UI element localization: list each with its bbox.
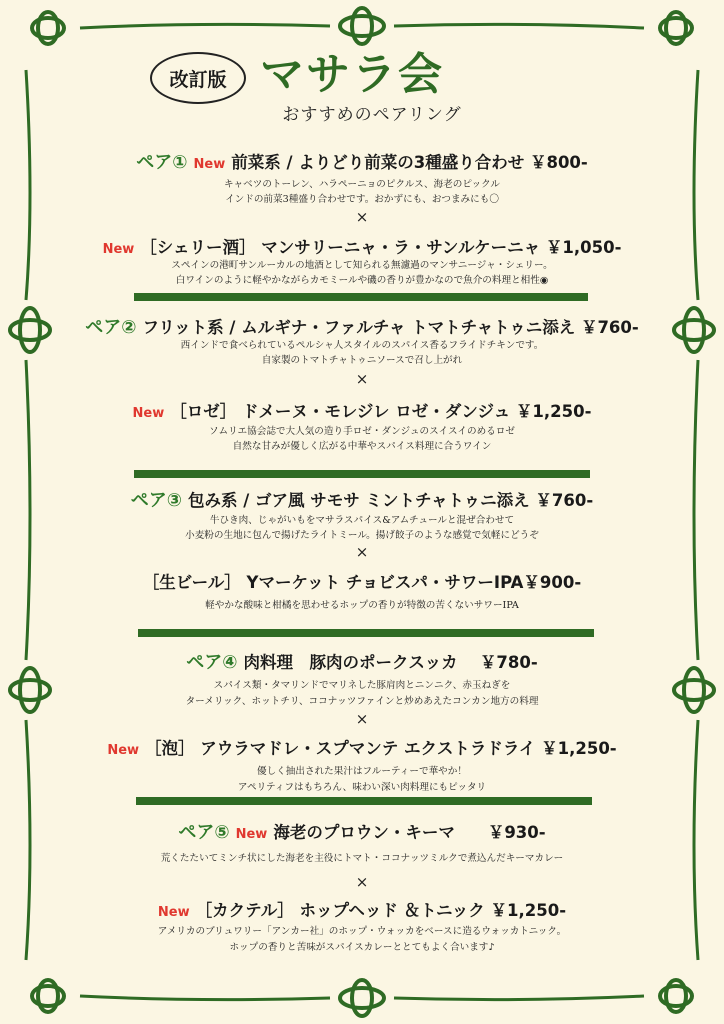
- pairing-times-symbol: ×: [355, 543, 369, 561]
- drink-desc: スペインの港町サンルーカルの地酒として知られる無濾過のマンサニージャ・シェリー。: [171, 260, 553, 271]
- dish-desc: 小麦粉の生地に包んで揚げたライトミール。揚げ餃子のような感覚で気軽にどうぞ: [185, 530, 539, 541]
- pair-3-dish: [0, 486, 724, 512]
- dish-title: 海老のプロウン・キーマ ￥930-: [273, 823, 546, 842]
- dish-title: 肉料理 豚肉のポークスッカ ￥780-: [243, 653, 538, 672]
- drink-desc: アメリカのブリュワリー「アンカー社」のホップ・ウォッカをベースに造るウォッカトニック。: [157, 926, 567, 937]
- pair-1-drink: [0, 234, 724, 258]
- dish-desc: ターメリック、ホットチリ、ココナッツファインと炒めあえたコンカン地方の料理: [185, 696, 539, 707]
- new-label: New: [193, 157, 226, 172]
- new-label: New: [132, 406, 165, 421]
- drink-title: ［ロゼ］ ドメーヌ・モレジレ ロゼ・ダンジュ ￥1,250-: [170, 402, 592, 421]
- pair-3-drink: [0, 569, 724, 593]
- dish-desc: キャベツのトーレン、ハラペーニョのピクルス、海老のピックル: [223, 179, 501, 190]
- drink-desc: ホップの香りと苦味がスパイスカレーととてもよく合います♪: [229, 942, 495, 953]
- dish-desc: 牛ひき肉、じゃがいもをマサラスパイス&アムチュールと混ぜ合わせて: [209, 515, 515, 526]
- pair-2-drink: [0, 398, 724, 422]
- drink-title: ［カクテル］ ホップヘッド ＆トニック ￥1,250-: [195, 901, 567, 920]
- section-divider: [138, 629, 594, 637]
- drink-title: ［シェリー酒］ マンサリーニャ・ラ・サンルケーニャ ￥1,050-: [140, 238, 622, 257]
- drink-desc: アペリティフはもちろん、味わい深い肉料理にもピッタリ: [237, 782, 487, 793]
- pairing-times-symbol: ×: [355, 873, 369, 891]
- pair-label: ペア②: [85, 317, 137, 338]
- dish-desc: 西インドで食べられているペルシャ人スタイルのスパイス香るフライドチキンです。: [180, 340, 544, 351]
- drink-desc: 白ワインのように軽やかながらカモミールや磯の香りが豊かなので魚介の料理と相性◉: [175, 275, 549, 286]
- dish-desc: 荒くたたいてミンチ状にした海老を主役にトマト・ココナッツミルクで煮込んだキーマカレー: [160, 853, 564, 864]
- dish-desc: スパイス類・タマリンドでマリネした豚肩肉とニンニク、赤玉ねぎを: [213, 680, 511, 691]
- pair-4-dish: [0, 648, 724, 674]
- dish-title: フリット系 / ムルギナ・ファルチャ トマトチャトゥニ添え ￥760-: [142, 318, 639, 337]
- new-label: New: [157, 905, 190, 920]
- dish-title: 前菜系 / よりどり前菜の3種盛り合わせ ￥800-: [231, 153, 588, 172]
- pair-label: ペア①: [136, 152, 188, 173]
- dish-desc: 自家製のトマトチャトゥニソースで召し上がれ: [261, 355, 463, 366]
- pair-4-drink: [0, 735, 724, 759]
- new-label: New: [107, 743, 140, 758]
- dish-desc: インドの前菜3種盛り合わせです。おかずにも、おつまみにも〇: [225, 194, 499, 205]
- pair-5-dish: [0, 818, 724, 844]
- pair-1-dish: [0, 148, 724, 174]
- drink-title: ［泡］ アウラマドレ・スプマンテ エクストラドライ ￥1,250-: [145, 739, 617, 758]
- section-divider: [134, 470, 590, 478]
- new-label: New: [102, 242, 135, 257]
- pair-label: ペア⑤: [178, 822, 230, 843]
- drink-desc: 優しく抽出された果汁はフルーティーで華やか！: [257, 766, 467, 777]
- pair-label: ペア④: [186, 652, 238, 673]
- pair-2-dish: [0, 313, 724, 339]
- drink-desc: 軽やかな酸味と柑橘を思わせるホップの香りが特徴の苦くないサワーIPA: [205, 600, 519, 611]
- section-divider: [134, 293, 588, 301]
- pair-label: ペア③: [130, 490, 183, 511]
- drink-title: ［生ビール］ Yマーケット チョビスパ・サワーIPA￥900-: [142, 573, 582, 592]
- revised-badge: 改訂版: [150, 52, 246, 104]
- section-divider: [136, 797, 592, 805]
- drink-desc: ソムリエ協会誌で大人気の造り手ロゼ・ダンジュのスイスイのめるロゼ: [209, 426, 515, 437]
- new-label: New: [235, 827, 268, 842]
- drink-desc: 自然な甘みが優しく広がる中華やスパイス料理に合うワイン: [232, 441, 492, 452]
- page-subtitle: おすすめのペアリング: [282, 105, 462, 125]
- pairing-times-symbol: ×: [355, 710, 369, 728]
- page-title: マサラ会: [260, 49, 444, 100]
- pairing-times-symbol: ×: [355, 208, 369, 226]
- pair-5-drink: [0, 897, 724, 921]
- dish-title: 包み系 / ゴア風 サモサ ミントチャトゥニ添え ￥760-: [188, 491, 594, 510]
- pairing-times-symbol: ×: [355, 370, 369, 388]
